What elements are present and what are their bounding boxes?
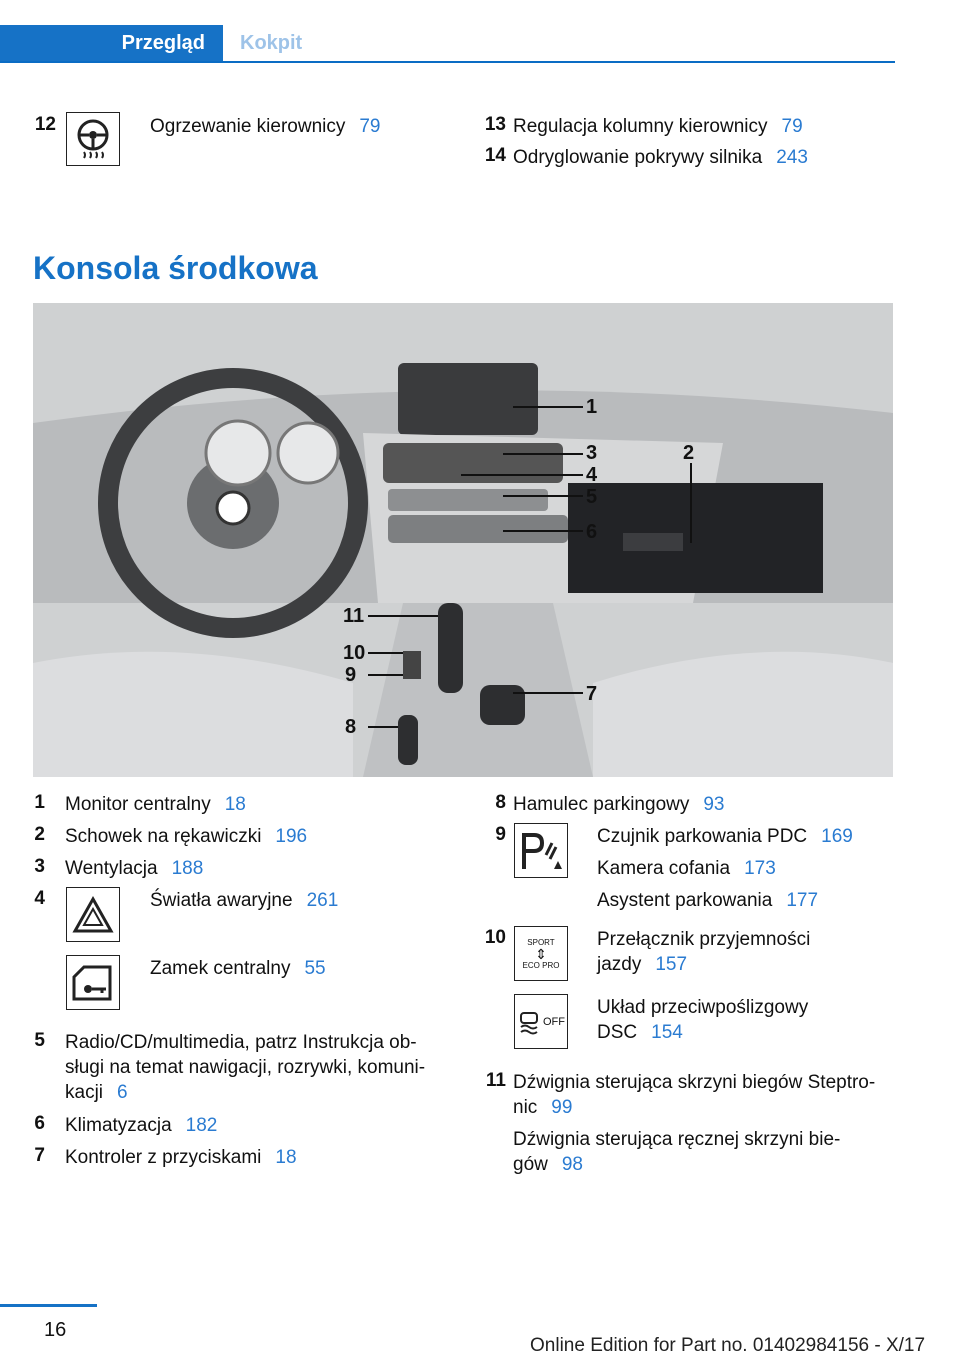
item-label: Przełącznik przyjemności jazdy 157	[597, 929, 811, 975]
page-reference-link[interactable]: 243	[776, 147, 808, 168]
item-label: Regulacja kolumny kierownicy 79	[513, 116, 803, 137]
item-number: 2	[34, 824, 45, 845]
item-label: Układ przeciwpoślizgowy DSC 154	[597, 997, 809, 1043]
page-reference-link[interactable]: 182	[185, 1115, 218, 1136]
item-number: 12	[34, 114, 56, 135]
callout-9: 9	[345, 664, 357, 686]
callout-10: 10	[343, 642, 366, 664]
page-reference-link[interactable]: 173	[744, 858, 776, 879]
item-label: Hamulec parkingowy 93	[513, 794, 725, 815]
tab-kokpit[interactable]: Kokpit	[240, 32, 303, 54]
item-label: Kontroler z przyciskami 18	[65, 1147, 297, 1168]
page-number: 16	[44, 1319, 67, 1341]
callout-8: 8	[345, 716, 357, 738]
item-number: 6	[34, 1113, 45, 1134]
item-label: Radio/CD/multimedia, patrz Instrukcja ob- sługi na temat nawigacji, rozrywki, komuni- kacji 6	[65, 1032, 426, 1103]
off-label: OFF	[543, 1015, 565, 1028]
page-reference-link[interactable]: 154	[651, 1022, 683, 1043]
page-reference-link[interactable]: 169	[821, 826, 853, 847]
up-down-arrows-icon: ⇕	[535, 945, 547, 962]
breadcrumb-tabs	[0, 25, 895, 63]
callout-4: 4	[586, 464, 598, 486]
hazard-warning-icon	[66, 887, 120, 942]
page-reference-link[interactable]: 79	[359, 116, 381, 137]
item-number: 4	[34, 888, 45, 909]
item-number: 3	[34, 856, 45, 877]
item-label: Asystent parkowania 177	[597, 890, 819, 911]
item-number: 5	[34, 1030, 45, 1051]
item-label: Ogrzewanie kierownicy 79	[150, 116, 381, 137]
center-console-illustration	[33, 303, 893, 777]
sport-label: SPORT	[527, 937, 555, 947]
item-label: Kamera cofania 173	[597, 858, 776, 879]
item-label: Odryglowanie pokrywy silnika 243	[513, 147, 808, 168]
page-reference-link[interactable]: 55	[304, 958, 326, 979]
item-label: Czujnik parkowania PDC 169	[597, 826, 853, 847]
callout-1: 1	[586, 396, 598, 418]
callout-11: 11	[343, 605, 365, 627]
item-label: Zamek centralny 55	[150, 958, 326, 979]
central-locking-icon	[66, 955, 120, 1010]
parking-sensor-icon	[514, 823, 568, 878]
item-number: 8	[495, 792, 506, 813]
callout-7: 7	[586, 683, 598, 705]
item-number: 13	[484, 114, 506, 135]
item-label: Dźwignia sterująca ręcznej skrzyni bie- gów 98	[513, 1129, 841, 1175]
item-label: Monitor centralny 18	[65, 794, 246, 815]
item-number: 9	[495, 824, 506, 845]
page-reference-link[interactable]: 177	[786, 890, 819, 911]
callout-6: 6	[586, 521, 598, 543]
item-number: 14	[484, 145, 506, 166]
item-label: Dźwignia sterująca skrzyni biegów Steptro- nic 99	[513, 1072, 876, 1118]
dsc-off-icon	[514, 994, 568, 1049]
page-reference-link[interactable]: 188	[171, 858, 204, 879]
callout-3: 3	[586, 442, 598, 464]
item-label: Klimatyzacja 182	[65, 1115, 218, 1136]
page-reference-link[interactable]: 18	[224, 794, 246, 815]
item-label: Światła awaryjne 261	[150, 890, 339, 911]
heated-steering-wheel-icon	[66, 112, 120, 166]
item-number: 7	[34, 1145, 45, 1166]
item-label: Schowek na rękawiczki 196	[65, 826, 308, 847]
callout-2: 2	[683, 442, 695, 464]
page-reference-link[interactable]: 99	[551, 1097, 573, 1118]
item-number: 10	[484, 927, 506, 948]
tab-przeglad[interactable]: Przegląd	[0, 25, 223, 61]
page-reference-link[interactable]: 157	[655, 954, 688, 975]
page-reference-link[interactable]: 6	[117, 1082, 128, 1103]
item-number: 1	[34, 792, 45, 813]
driving-mode-switch-icon	[514, 926, 568, 981]
page-reference-link[interactable]: 18	[275, 1147, 297, 1168]
item-number: 11	[485, 1070, 506, 1091]
page-reference-link[interactable]: 196	[275, 826, 308, 847]
page-reference-link[interactable]: 93	[703, 794, 725, 815]
footer-rule	[0, 1304, 97, 1307]
item-label: Wentylacja 188	[65, 858, 204, 879]
page-reference-link[interactable]: 79	[781, 116, 803, 137]
section-title: Konsola środkowa	[33, 250, 318, 286]
page-reference-link[interactable]: 98	[561, 1154, 583, 1175]
edition-note: Online Edition for Part no. 01402984156 - X/17	[530, 1335, 926, 1356]
callout-5: 5	[586, 486, 598, 508]
eco-pro-label: ECO PRO	[522, 960, 560, 970]
page-reference-link[interactable]: 261	[306, 890, 339, 911]
